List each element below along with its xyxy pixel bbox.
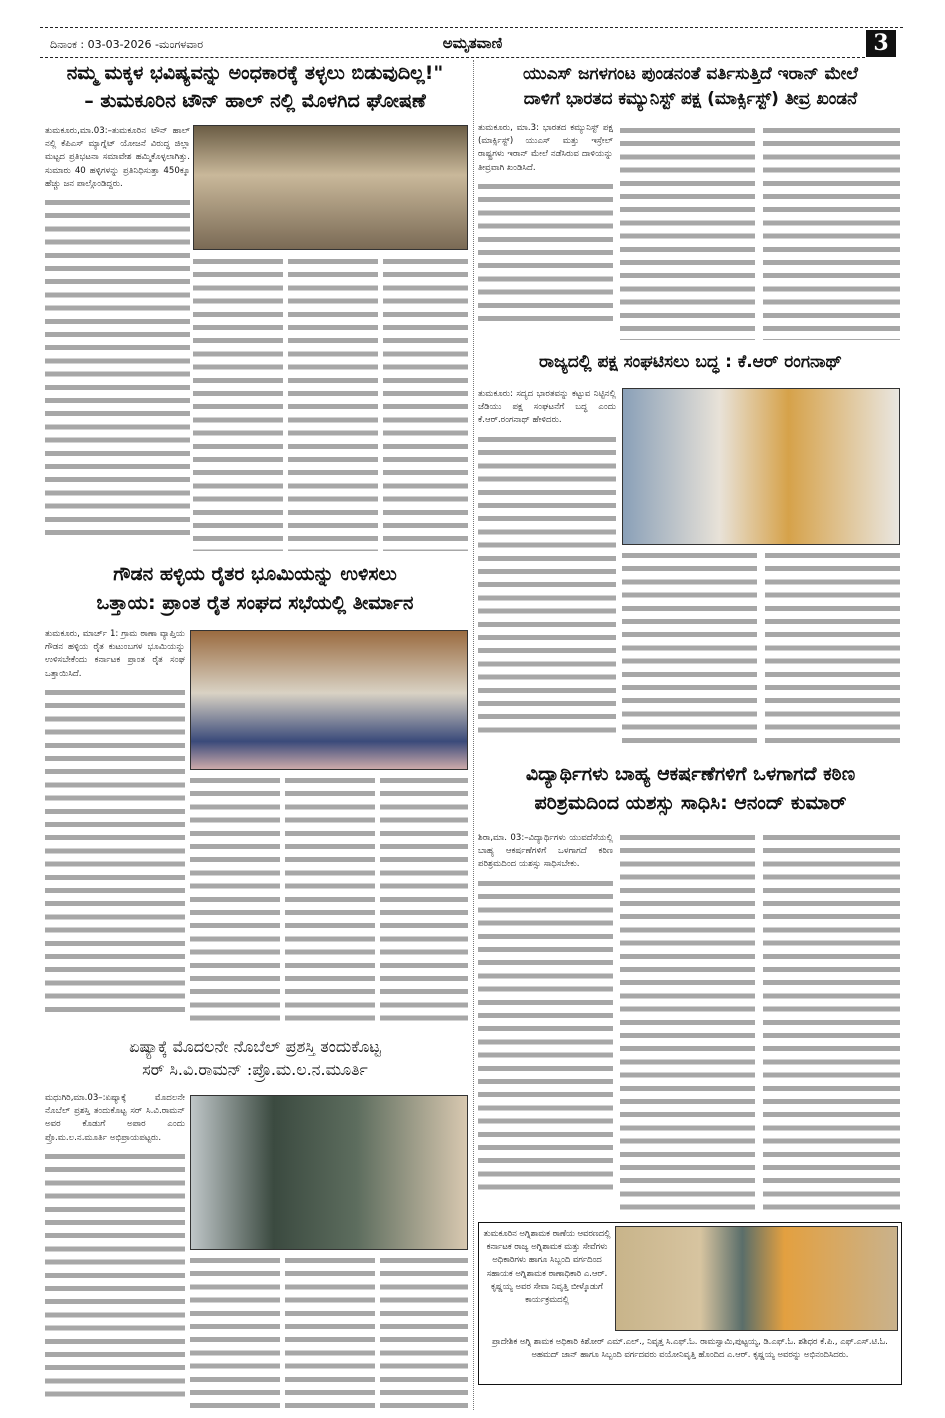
article-2-headline (478, 62, 903, 111)
article-lead: ಮಧುಗಿರಿ,ಮಾ.03–:ಏಷ್ಯಾಕ್ಕೆ ಮೊದಲನೇ ನೊಬೆಲ್ ಪ್ರಶಸ್ತಿ ತಂದುಕೊಟ್ಟ ಸರ್ ಸಿ.ವಿ.ರಾಮನ್ ಅವರ ಕೊಡುಗೆ ಅಪಾರ ಎಂದು ಪ್ರೊ.ಮ.ಲ.ನ.ಮೂರ್ತಿ ಅಭಿಪ್ರಾಯಪಟ್ಟರು. (45, 1093, 185, 1143)
protest-meeting-photo (193, 125, 468, 250)
article-4-headline (40, 560, 470, 619)
article-6-headline (40, 1035, 470, 1081)
article-1-headline (40, 60, 470, 115)
article-lead: ತುಮಕೂರು, ಮಾ.3: ಭಾರತದ ಕಮ್ಯುನಿಸ್ಟ್ ಪಕ್ಷ (ಮಾರ್ಕ್ಸಿಸ್ಟ್) ಯುಎಸ್ ಮತ್ತು ಇಸ್ರೇಲ್ ರಾಷ್ಟ್ರಗಳು ಇರಾನ್ ಮೇಲೆ ನಡೆಸಿರುವ ದಾಳಿಯನ್ನು ತೀವ್ರವಾಗಿ ಖಂಡಿಸಿದೆ. (478, 123, 613, 173)
cv-raman-event-photo (190, 1095, 468, 1250)
headline-line: ಸರ್ ಸಿ.ವಿ.ರಾಮನ್ :ಪ್ರೊ.ಮ.ಲ.ನ.ಮೂರ್ತಿ (142, 1060, 368, 1080)
farmers-meeting-photo (190, 630, 468, 770)
article-4-col3 (285, 775, 375, 1025)
masthead-title: ಅಮೃತವಾಣಿ (442, 34, 503, 52)
article-1-body (45, 125, 190, 550)
article-4-body (45, 628, 185, 1028)
top-rule (40, 27, 903, 28)
article-1-col2 (193, 256, 283, 551)
article-2-col2 (620, 125, 755, 340)
photo-box-side-text: ತುಮಕೂರಿನ ಅಗ್ನಿಶಾಮಕ ಠಾಣೆಯ ಆವರಣದಲ್ಲಿ ಕರ್ನಾಟಕ ರಾಜ್ಯ ಅಗ್ನಿಶಾಮಕ ಮತ್ತು ಸೇವೆಗಳು ಅಧಿಕಾರಿಗಳು ಹಾಗೂ ಸಿಬ್ಬಂದಿ ವರ್ಗದಿಂದ ಸಹಾಯಕ ಅಗ್ನಿಶಾಮಕ ಠಾಣಾಧಿಕಾರಿ ಎ.ಆರ್. ಕೃಷ್ಣಯ್ಯ ಅವರ ಸೇವಾ ನಿವೃತ್ತಿ ಬೀಳ್ಕೊಡುಗೆ ಕಾರ್ಯಕ್ರಮದಲ್ಲಿ (483, 1228, 611, 1305)
article-4-col2 (190, 775, 280, 1025)
headline-line: ನಮ್ಮ ಮಕ್ಕಳ ಭವಿಷ್ಯವನ್ನು ಅಂಧಕಾರಕ್ಕೆ ತಳ್ಳಲು ಬಿಡುವುದಿಲ್ಲ!" (66, 62, 444, 84)
photo-box-caption: ಪ್ರಾದೇಶಿಕ ಅಗ್ನಿ ಶಾಮಕ ಅಧಿಕಾರಿ ಕಿಶೋರ್ ಎಮ್.ಎಲ್., ನಿವೃತ್ತ ಸಿ.ಎಫ್.ಓ. ರಾಮಸ್ವಾಮಿ,ಪುಟ್ಟಯ್ಯ, ಡಿ.ಎಫ್.ಓ. ಶಶಿಧರ ಕೆ.ಪಿ., ಎಫ್.ಎಸ್.ಟಿ.ಓ. ಅಹಮದ್ ಜಾನ್ ಹಾಗೂ ಸಿಬ್ಬಂದಿ ವರ್ಗದವರು ವಯೋನಿವೃತ್ತಿ ಹೊಂದಿದ ಎ.ಆರ್. ಕೃಷ್ಣಯ್ಯ ಅವರನ್ನು ಅಭಿನಂದಿಸಿದರು. (492, 1336, 888, 1360)
article-lead: ತುಮಕೂರು: ಸದ್ಯದ ಭಾರತವನ್ನು ಕಟ್ಟುವ ನಿಟ್ಟಿನಲ್ಲಿ ಜೆಡಿಯು ಪಕ್ಷ ಸಂಘಟನೆಗೆ ಬದ್ಧ ಎಂದು ಕೆ.ಆರ್.ರಂಗನಾಥ್ ಹೇಳಿದರು. (478, 389, 616, 426)
article-lead: ಶಿರಾ,ಮಾ. 03:–ವಿದ್ಯಾರ್ಥಿಗಳು ಯುವದೆಸೆಯಲ್ಲಿ ಬಾಹ್ಯ ಆಕರ್ಷಣೆಗಳಿಗೆ ಒಳಗಾಗದೆ ಕಠಿಣ ಪರಿಶ್ರಮದಿಂದ ಯಶಸ್ಸು ಸಾಧಿಸಬೇಕು. (478, 833, 613, 870)
article-lead: ತುಮಕೂರು, ಮಾರ್ಚ್ 1: ಗ್ರಾಮ ಠಾಣಾ ವ್ಯಾಪ್ತಿಯ ಗೌಡನ ಹಳ್ಳಿಯ ರೈತ ಕುಟುಂಬಗಳ ಭೂಮಿಯನ್ನು ಉಳಿಸಬೇಕೆಂದು ಕರ್ನಾಟಕ ಪ್ರಾಂತ ರೈತ ಸಂಘ ಒತ್ತಾಯಿಸಿದೆ. (45, 629, 185, 679)
article-5-headline (478, 760, 903, 819)
column-divider (473, 60, 474, 1410)
article-3-col2 (622, 550, 757, 750)
article-1-col3 (288, 256, 378, 551)
body-text-lines (45, 687, 185, 1017)
body-text-lines (478, 181, 613, 321)
issue-date: ದಿನಾಂಕ : 03-03-2026 -ಮಂಗಳವಾರ (50, 38, 204, 51)
headline-line: ವಿದ್ಯಾರ್ಥಿಗಳು ಬಾಹ್ಯ ಆಕರ್ಷಣೆಗಳಿಗೆ ಒಳಗಾಗದೆ ಕಠಿಣ (525, 763, 856, 785)
headline-line: ಗೌಡನ ಹಳ್ಳಿಯ ರೈತರ ಭೂಮಿಯನ್ನು ಉಳಿಸಲು (113, 563, 397, 585)
body-text-lines (45, 1151, 185, 1401)
article-1-col4 (383, 256, 468, 551)
headline-line: ಪರಿಶ್ರಮದಿಂದ ಯಶಸ್ಸು ಸಾಧಿಸಿ: ಆನಂದ್ ಕುಮಾರ್ (534, 792, 847, 815)
headline-line: ಯುಎಸ್ ಜಗಳಗಂಟ ಪುಂಡನಂತೆ ವರ್ತಿಸುತ್ತಿದೆ ಇರಾನ್ ಮೇಲೆ (523, 64, 858, 84)
article-3-headline: ರಾಜ್ಯದಲ್ಲಿ ಪಕ್ಷ ಸಂಘಟಿಸಲು ಬದ್ಧ : ಕೆ.ಆರ್ ರಂಗನಾಥ್ (539, 352, 842, 372)
party-felicitation-photo (622, 388, 900, 545)
page-number: 3 (866, 30, 896, 57)
fire-station-photo-box (478, 1222, 902, 1385)
article-2-body (478, 122, 613, 342)
article-4-col4 (380, 775, 468, 1025)
headline-line: – ತುಮಕೂರಿನ ಟೌನ್ ಹಾಲ್ ನಲ್ಲಿ ಮೊಳಗಿದ ಘೋಷಣೆ (84, 89, 426, 112)
headline-line: ದಾಳಿಗೆ ಭಾರತದ ಕಮ್ಯುನಿಸ್ಟ್ ಪಕ್ಷ (ಮಾರ್ಕ್ಸಿಸ್ಟ್) ತೀವ್ರ ಖಂಡನೆ (523, 88, 858, 109)
headline-line: ಏಷ್ಯಾಕ್ಕೆ ಮೊದಲನೇ ನೊಬೆಲ್ ಪ್ರಶಸ್ತಿ ತಂದುಕೊಟ್ಟ (129, 1037, 381, 1056)
article-3-col3 (765, 550, 900, 750)
article-3-body (478, 388, 616, 748)
body-text-lines (478, 878, 613, 1198)
headline-line: ಒತ್ತಾಯ: ಪ್ರಾಂತ ರೈತ ಸಂಘದ ಸಭೆಯಲ್ಲಿ ತೀರ್ಮಾನ (96, 592, 414, 615)
retirement-ceremony-photo (615, 1226, 898, 1331)
article-6-col2 (190, 1255, 280, 1410)
article-lead: ತುಮಕೂರು,ಮಾ.03:–ತುಮಕೂರಿನ ಟೌನ್ ಹಾಲ್ ನಲ್ಲಿ ಕೆಪಿಎಸ್ ಮ್ಯಾಗ್ನೆಟ್ ಯೋಜನೆ ವಿರುದ್ಧ ಜಿಲ್ಲಾ ಮಟ್ಟದ ಪ್ರತಿಭಟನಾ ಸಮಾವೇಶ ಹಮ್ಮಿಕೊಳ್ಳಲಾಗಿತ್ತು. ಸುಮಾರು 40 ಹಳ್ಳಿಗಳನ್ನು ಪ್ರತಿನಿಧಿಸುತ್ತಾ 450ಕ್ಕೂ ಹೆಚ್ಚು ಜನ ಪಾಲ್ಗೊಂಡಿದ್ದರು. (45, 126, 190, 189)
body-text-lines (478, 434, 616, 734)
body-text-lines (45, 197, 190, 537)
article-6-col3 (285, 1255, 375, 1410)
masthead-rule (40, 57, 865, 58)
article-5-col3 (763, 832, 900, 1214)
article-2-col3 (763, 125, 900, 340)
article-5-col2 (620, 832, 755, 1214)
article-6-body (45, 1092, 185, 1412)
article-5-body (478, 832, 613, 1214)
article-6-col4 (380, 1255, 468, 1410)
